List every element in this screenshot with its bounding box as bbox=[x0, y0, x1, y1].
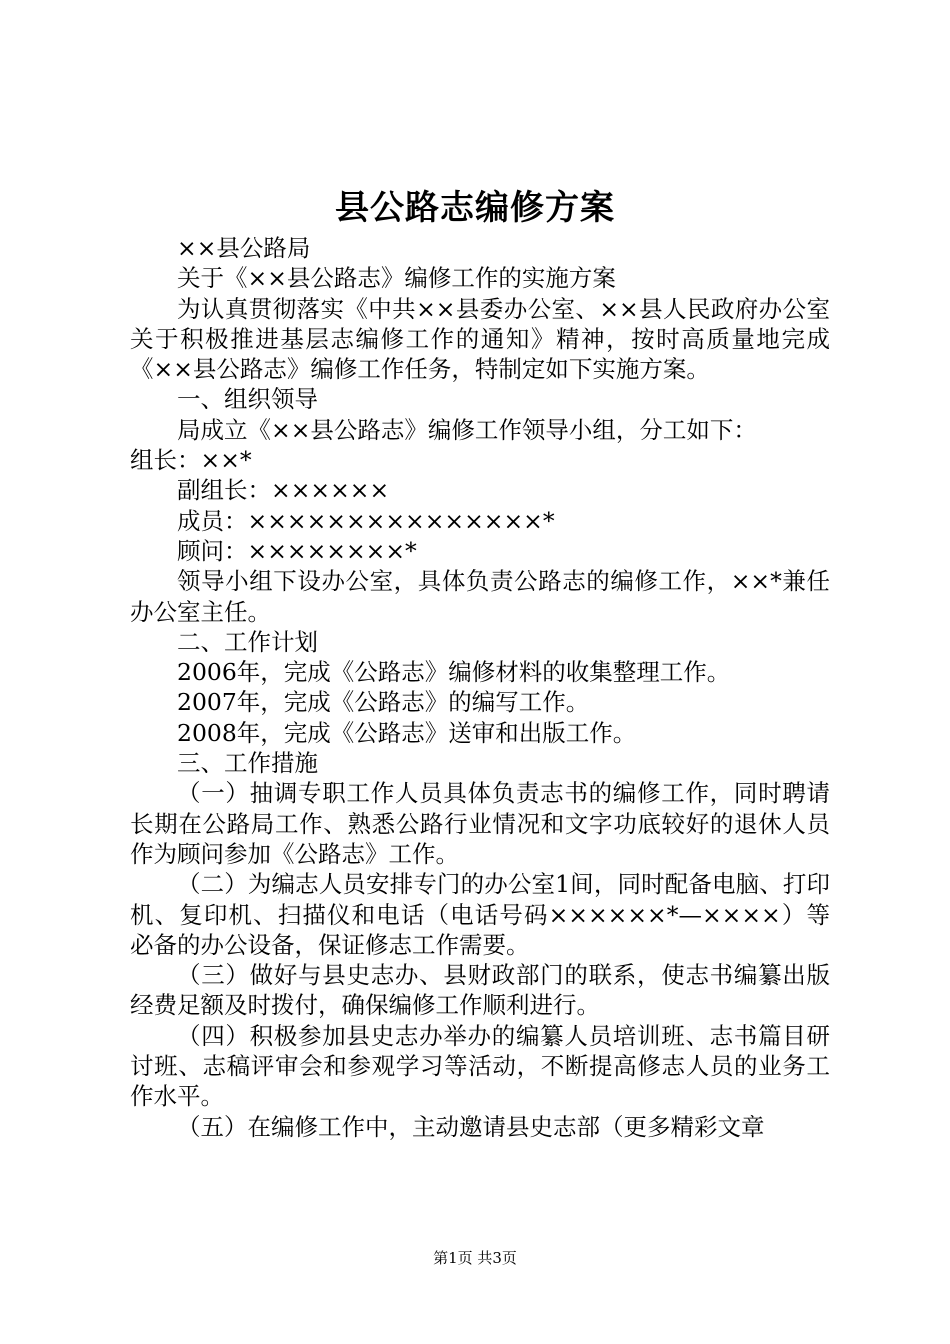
intro-paragraph: 为认真贯彻落实《中共××县委办公室、××县人民政府办公室关于积极推进基层志编修工作的通知》精神，按时高质量地完成《××县公路志》编修工作任务，特制定如下实施方案。 bbox=[130, 294, 830, 384]
plan-item-2008: 2008年，完成《公路志》送审和出版工作。 bbox=[177, 718, 637, 747]
issuer-line: ××县公路局 bbox=[177, 234, 311, 262]
document-body bbox=[130, 233, 830, 1142]
measure-item-4: （四）积极参加县史志办举办的编纂人员培训班、志书篇目研讨班、志稿评审会和参观学习等活动，不断提高修志人员的业务工作水平。 bbox=[130, 1021, 830, 1111]
page-footer: 第1页 共3页 bbox=[433, 1249, 517, 1267]
plan-item-2007: 2007年，完成《公路志》的编写工作。 bbox=[177, 688, 590, 717]
section-heading-3: 三、工作措施 bbox=[177, 749, 318, 778]
document-title: 县公路志编修方案 bbox=[335, 188, 615, 228]
plan-item-2006: 2006年，完成《公路志》编修材料的收集整理工作。 bbox=[177, 658, 731, 687]
section-heading-1: 一、组织领导 bbox=[177, 385, 318, 414]
measure-item-5: （五）在编修工作中，主动邀请县史志部（更多精彩文章 bbox=[177, 1112, 765, 1141]
members-line: 成员：×××××××××××××××* bbox=[177, 506, 555, 535]
deputy-leader-line: 副组长：×××××× bbox=[177, 476, 390, 505]
measure-item-1: （一）抽调专职工作人员具体负责志书的编修工作，同时聘请长期在公路局工作、熟悉公路行业情况和文字功底较好的退休人员作为顾问参加《公路志》工作。 bbox=[130, 779, 830, 868]
measure-item-3: （三）做好与县史志办、县财政部门的联系，使志书编纂出版经费足额及时拨付，确保编修工作顺利进行。 bbox=[130, 961, 830, 1020]
office-paragraph: 领导小组下设办公室，具体负责公路志的编修工作，××*兼任办公室主任。 bbox=[130, 567, 830, 626]
subtitle-line: 关于《××县公路志》编修工作的实施方案 bbox=[177, 264, 616, 293]
leadership-paragraph: 局成立《××县公路志》编修工作领导小组，分工如下： bbox=[177, 415, 757, 444]
section-heading-2: 二、工作计划 bbox=[177, 627, 318, 656]
advisor-line: 顾问：××××××××* bbox=[177, 536, 417, 565]
team-leader-line: 组长：××* bbox=[130, 446, 252, 475]
measure-item-2: （二）为编志人员安排专门的办公室1间，同时配备电脑、打印机、复印机、扫描仪和电话（电话号码××××××*—××××）等必备的办公设备，保证修志工作需要。 bbox=[130, 870, 830, 959]
